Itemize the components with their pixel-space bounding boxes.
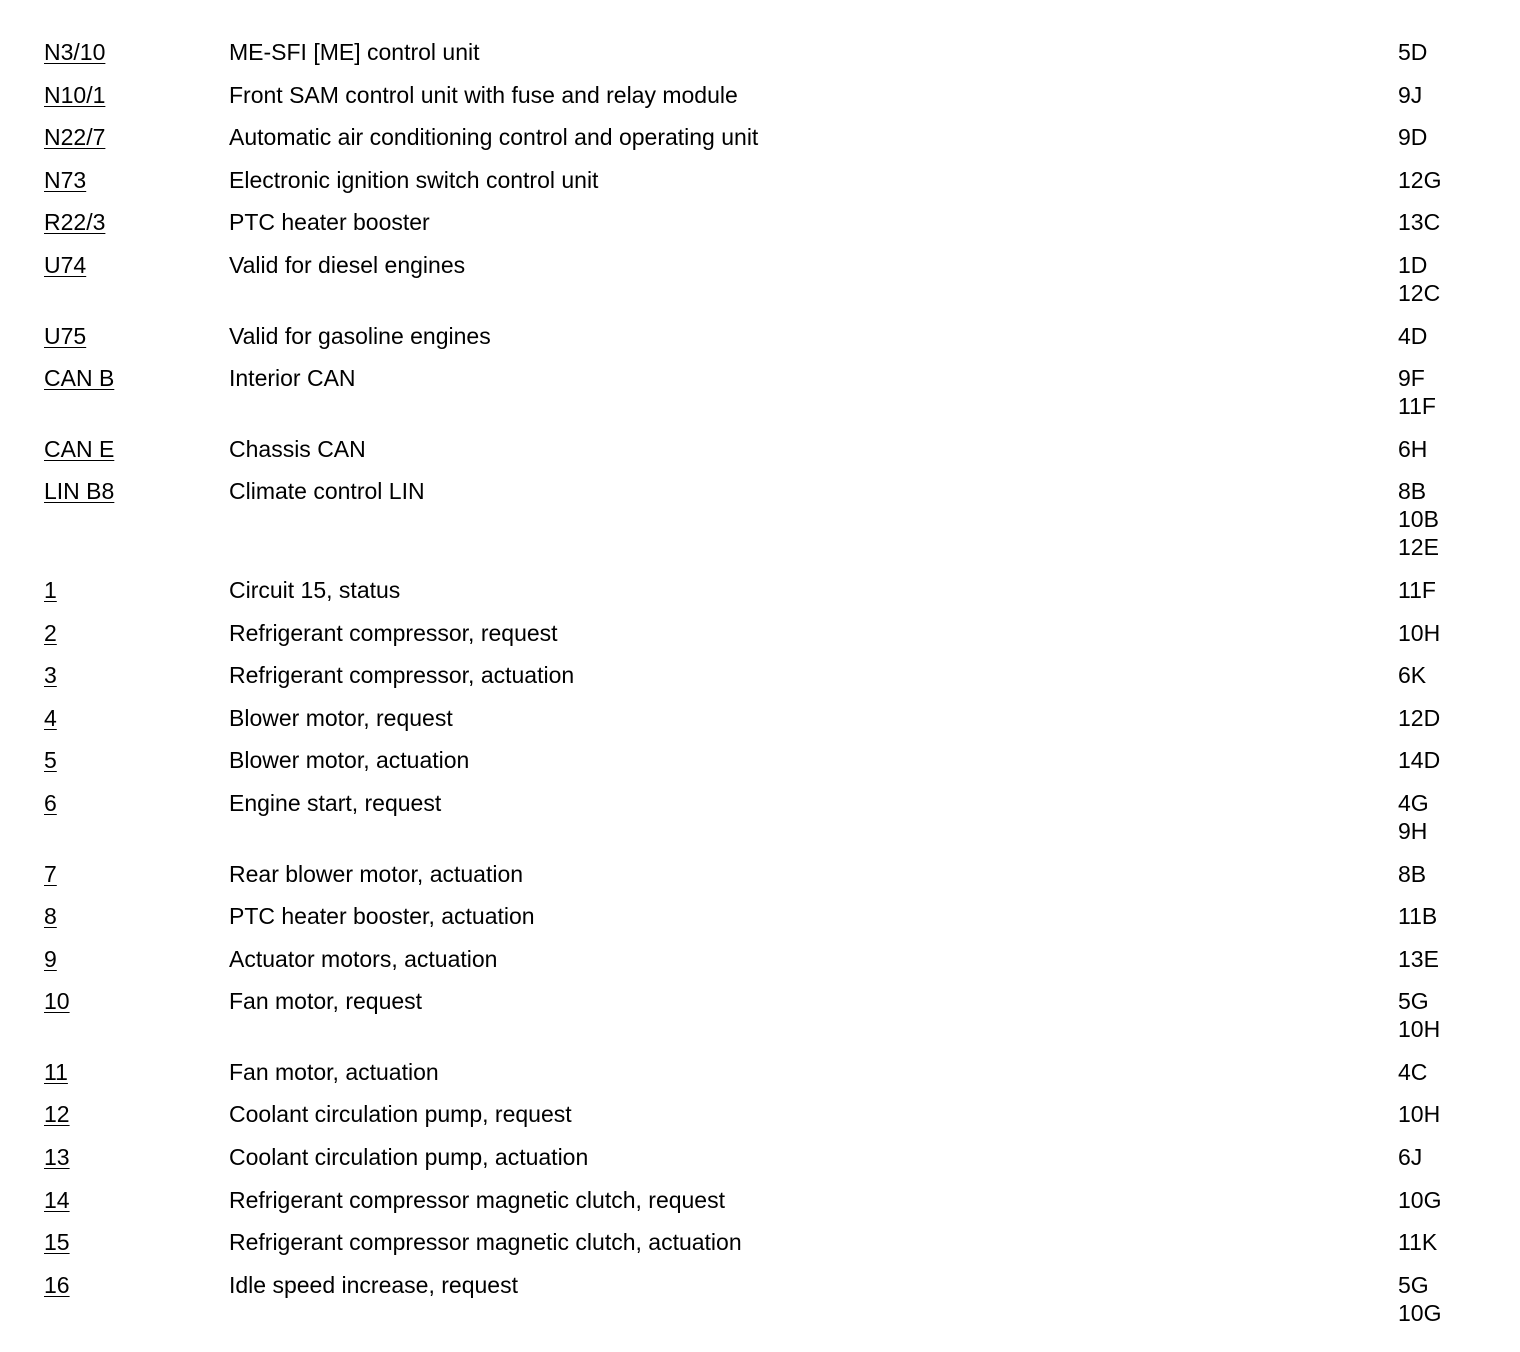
legend-row: [0, 1186, 1520, 1214]
legend-row: [0, 576, 1520, 604]
legend-code-link[interactable]: 12: [44, 1101, 70, 1128]
grid-reference: 10G: [1398, 1299, 1442, 1326]
legend-row: [0, 945, 1520, 973]
legend-row: [0, 1058, 1520, 1086]
legend-description: Refrigerant compressor, actuation: [229, 662, 575, 689]
grid-reference: 6J: [1398, 1144, 1423, 1171]
legend-grid-refs: [1398, 435, 1427, 463]
legend-code-link[interactable]: U75: [44, 322, 87, 349]
legend-description: Interior CAN: [229, 365, 356, 392]
legend-grid-refs: [1398, 789, 1429, 845]
legend-code-link[interactable]: 1: [44, 576, 57, 603]
legend-description: Blower motor, request: [229, 704, 453, 731]
legend-grid-refs: [1398, 1186, 1441, 1214]
grid-reference: 5G: [1398, 1271, 1429, 1298]
grid-reference: 11K: [1398, 1229, 1438, 1256]
legend-description: PTC heater booster: [229, 209, 430, 236]
grid-reference: 4G: [1398, 789, 1429, 816]
grid-reference: 12G: [1398, 166, 1442, 193]
legend-row: [0, 322, 1520, 350]
grid-reference: 9H: [1398, 817, 1428, 844]
grid-reference: 12E: [1398, 534, 1439, 561]
grid-reference: 10H: [1398, 1101, 1441, 1128]
legend-row: [0, 860, 1520, 888]
legend-description: Refrigerant compressor magnetic clutch, request: [229, 1186, 725, 1213]
legend-grid-refs: [1398, 1058, 1427, 1086]
legend-description: Rear blower motor, actuation: [229, 860, 524, 887]
legend-description: Refrigerant compressor, request: [229, 619, 558, 646]
legend-description: Idle speed increase, request: [229, 1271, 518, 1298]
legend-description: Valid for diesel engines: [229, 251, 466, 278]
grid-reference: 13E: [1398, 945, 1439, 972]
legend-row: [0, 38, 1520, 66]
legend-description: Automatic air conditioning control and operating unit: [229, 124, 759, 151]
legend-code-link[interactable]: R22/3: [44, 209, 106, 236]
legend-code-link[interactable]: 7: [44, 860, 57, 887]
legend-description: Chassis CAN: [229, 435, 366, 462]
grid-reference: 12C: [1398, 279, 1441, 306]
grid-reference: 5D: [1398, 39, 1428, 65]
grid-reference: 9D: [1398, 124, 1428, 151]
legend-row: [0, 1143, 1520, 1171]
legend-grid-refs: [1398, 38, 1427, 66]
legend-grid-refs: [1398, 1143, 1422, 1171]
legend-row: [0, 746, 1520, 774]
grid-reference: 10H: [1398, 619, 1441, 646]
legend-code-link[interactable]: 4: [44, 704, 57, 731]
legend-row: [0, 1271, 1520, 1327]
legend-description: Electronic ignition switch control unit: [229, 166, 599, 193]
grid-reference: 8B: [1398, 478, 1427, 505]
grid-reference: 1D: [1398, 251, 1428, 278]
legend-grid-refs: [1398, 364, 1436, 420]
legend-code-link[interactable]: N73: [44, 166, 87, 193]
grid-reference: 12D: [1398, 704, 1441, 731]
legend-row: [0, 81, 1520, 109]
legend-code-link[interactable]: 11: [44, 1058, 68, 1085]
legend-code-link[interactable]: 5: [44, 747, 57, 774]
legend-row: [0, 251, 1520, 307]
legend-row: [0, 987, 1520, 1043]
legend-row: [0, 208, 1520, 236]
legend-grid-refs: [1398, 860, 1426, 888]
legend-description: Coolant circulation pump, request: [229, 1101, 572, 1128]
legend-code-link[interactable]: CAN E: [44, 435, 115, 462]
grid-reference: 10H: [1398, 1016, 1441, 1043]
legend-row: [0, 902, 1520, 930]
legend-row: [0, 123, 1520, 151]
grid-reference: 8B: [1398, 860, 1427, 887]
legend-grid-refs: [1398, 987, 1440, 1043]
legend-row: [0, 704, 1520, 732]
legend-description: Fan motor, request: [229, 988, 423, 1015]
legend-description: Blower motor, actuation: [229, 747, 470, 774]
legend-description: PTC heater booster, actuation: [229, 903, 535, 930]
legend-description: Valid for gasoline engines: [229, 322, 491, 349]
legend-grid-refs: [1398, 251, 1440, 307]
grid-reference: 6K: [1398, 662, 1427, 689]
legend-grid-refs: [1398, 746, 1440, 774]
legend-row: [0, 1228, 1520, 1256]
legend-grid-refs: [1398, 81, 1422, 109]
legend-code-link[interactable]: 3: [44, 662, 57, 689]
legend-list: [0, 38, 1520, 1341]
legend-description: Engine start, request: [229, 789, 442, 816]
grid-reference: 11F: [1398, 393, 1436, 420]
legend-grid-refs: [1398, 945, 1439, 973]
legend-code-link[interactable]: 15: [44, 1229, 70, 1256]
legend-grid-refs: [1398, 902, 1437, 930]
legend-code-link[interactable]: N10/1: [44, 81, 106, 108]
legend-grid-refs: [1398, 322, 1427, 350]
legend-grid-refs: [1398, 166, 1441, 194]
legend-description: Actuator motors, actuation: [229, 945, 498, 972]
grid-reference: 6H: [1398, 435, 1428, 462]
legend-grid-refs: [1398, 1271, 1441, 1327]
legend-description: Fan motor, actuation: [229, 1058, 439, 1085]
legend-grid-refs: [1398, 619, 1440, 647]
legend-code-link[interactable]: U74: [44, 251, 87, 278]
legend-grid-refs: [1398, 704, 1440, 732]
legend-description: Front SAM control unit with fuse and relay module: [229, 81, 738, 108]
legend-code-link[interactable]: CAN B: [44, 365, 115, 392]
legend-description: Coolant circulation pump, actuation: [229, 1144, 589, 1171]
legend-code-link[interactable]: 10: [44, 988, 70, 1015]
legend-code-link[interactable]: N22/7: [44, 124, 106, 151]
legend-row: [0, 364, 1520, 420]
legend-grid-refs: [1398, 1228, 1437, 1256]
grid-reference: 4C: [1398, 1058, 1428, 1085]
legend-row: [0, 789, 1520, 845]
legend-code-link[interactable]: 2: [44, 619, 57, 646]
grid-reference: 4D: [1398, 322, 1428, 349]
legend-row: [0, 661, 1520, 689]
legend-grid-refs: [1398, 477, 1439, 561]
legend-code-link[interactable]: N3/10: [44, 39, 106, 65]
legend-row: [0, 435, 1520, 463]
legend-code-link[interactable]: 9: [44, 945, 57, 972]
legend-code-link[interactable]: 16: [44, 1271, 70, 1298]
legend-grid-refs: [1398, 661, 1426, 689]
grid-reference: 5G: [1398, 988, 1429, 1015]
grid-reference: 10B: [1398, 506, 1439, 533]
legend-grid-refs: [1398, 123, 1427, 151]
legend-grid-refs: [1398, 1100, 1440, 1128]
legend-row: [0, 1100, 1520, 1128]
legend-code-link[interactable]: 13: [44, 1144, 70, 1171]
legend-description: Refrigerant compressor magnetic clutch, actuation: [229, 1229, 742, 1256]
legend-description: Circuit 15, status: [229, 576, 401, 603]
legend-row: [0, 619, 1520, 647]
grid-reference: 9J: [1398, 81, 1423, 108]
legend-grid-refs: [1398, 576, 1436, 604]
legend-row: [0, 477, 1520, 561]
legend-row: [0, 166, 1520, 194]
grid-reference: 10G: [1398, 1186, 1442, 1213]
grid-reference: 13C: [1398, 209, 1441, 236]
legend-description: Climate control LIN: [229, 478, 425, 505]
legend-code-link[interactable]: LIN B8: [44, 478, 115, 505]
grid-reference: 11F: [1398, 576, 1436, 603]
legend-code-link[interactable]: 8: [44, 903, 57, 930]
grid-reference: 14D: [1398, 747, 1441, 774]
legend-code-link[interactable]: 6: [44, 789, 57, 816]
legend-grid-refs: [1398, 208, 1440, 236]
grid-reference: 11B: [1398, 903, 1438, 930]
legend-code-link[interactable]: 14: [44, 1186, 70, 1213]
grid-reference: 9F: [1398, 365, 1425, 392]
legend-description: ME-SFI [ME] control unit: [229, 39, 480, 65]
